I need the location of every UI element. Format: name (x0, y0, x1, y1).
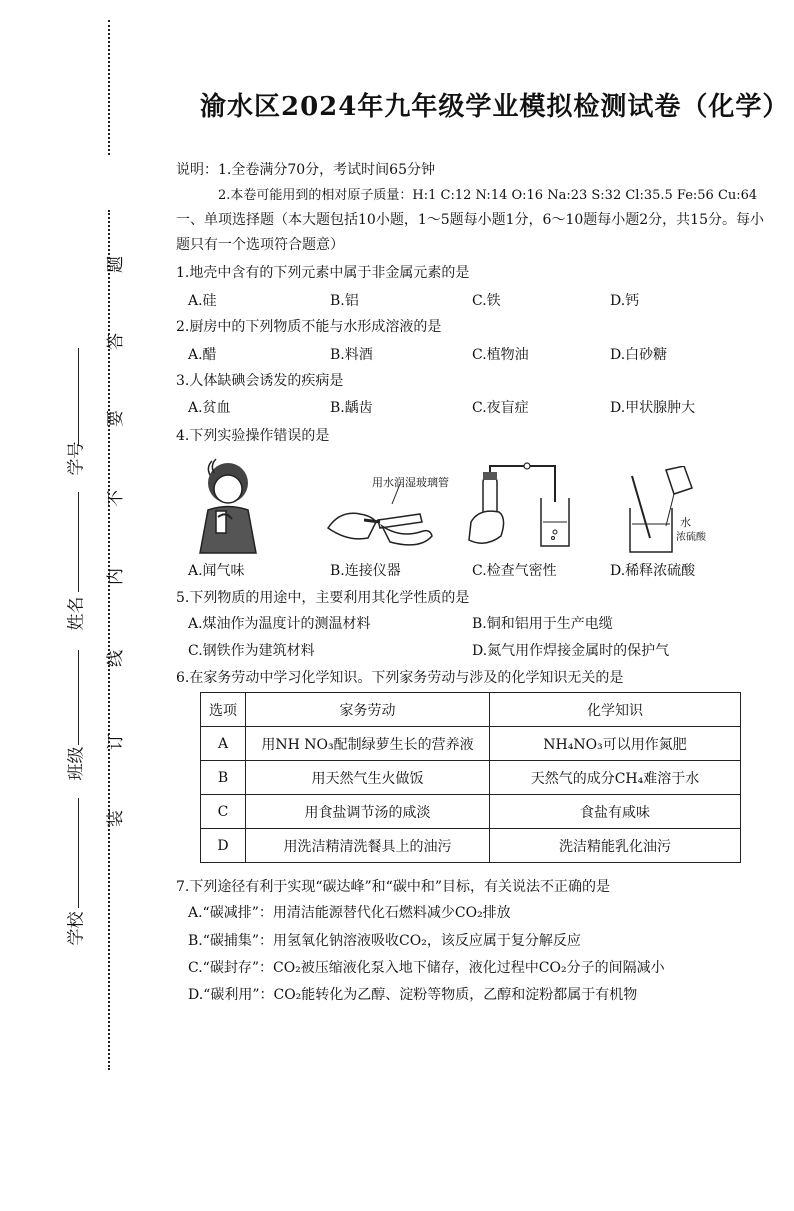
question-7-option-c[interactable]: C.“碳封存”：CO₂被压缩液化泵入地下储存，液化过程中CO₂分子的间隔减小 (188, 960, 665, 976)
table-cell: 洗洁精能乳化油污 (490, 829, 741, 863)
field-line-class[interactable] (78, 650, 79, 745)
table-cell: B (201, 761, 246, 795)
question-5-option-b[interactable]: B.铜和铝用于生产电缆 (472, 616, 613, 632)
figure-d-label-water: 水 (680, 516, 691, 529)
note-line-2: 2.本卷可能用到的相对原子质量：H:1 C:12 N:14 O:16 Na:23 S:32 Cl:35.5 Fe:56 Cu:64 (218, 188, 758, 203)
question-4-stem: 4.下列实验操作错误的是 (176, 428, 330, 444)
question-2-option-c[interactable]: C.植物油 (472, 347, 529, 363)
question-5-option-c[interactable]: C.钢铁作为建筑材料 (188, 643, 315, 659)
table-cell: 天然气的成分CH₄难溶于水 (490, 761, 741, 795)
question-1-option-b[interactable]: B.铝 (330, 293, 359, 309)
table-row[interactable] (201, 727, 741, 761)
seal-char: 订 (106, 733, 126, 750)
seal-char: 答 (106, 333, 126, 350)
seal-char: 装 (106, 810, 126, 827)
question-2-option-d[interactable]: D.白砂糖 (610, 347, 668, 363)
field-label-school: 学校 (66, 911, 87, 946)
question-1-option-d[interactable]: D.钙 (610, 293, 640, 309)
table-header-cell: 家务劳动 (246, 693, 490, 727)
question-1-option-c[interactable]: C.铁 (472, 293, 501, 309)
question-7-option-b[interactable]: B.“碳捕集”：用氢氧化钠溶液吸收CO₂，该反应属于复分解反应 (188, 933, 581, 949)
table-cell: 用NH NO₃配制绿萝生长的营养液 (246, 727, 490, 761)
question-3-option-c[interactable]: C.夜盲症 (472, 400, 529, 416)
table-cell: C (201, 795, 246, 829)
figure-b-label: 用水润湿玻璃管 (372, 476, 449, 489)
table-cell: 食盐有咸味 (490, 795, 741, 829)
question-6-stem: 6.在家务劳动中学习化学知识。下列家务劳动与涉及的化学知识无关的是 (176, 670, 624, 686)
field-line-name[interactable] (78, 492, 79, 592)
question-6-table (200, 692, 741, 863)
seal-char: 要 (106, 410, 126, 427)
question-4-option-d[interactable]: D.稀释浓硫酸 (610, 563, 696, 579)
question-3-stem: 3.人体缺碘会诱发的疾病是 (176, 373, 344, 389)
table-cell: 用洗洁精清洗餐具上的油污 (246, 829, 490, 863)
question-5-option-d[interactable]: D.氮气用作焊接金属时的保护气 (472, 643, 670, 659)
seal-char: 内 (106, 568, 126, 585)
field-label-student-id: 学号 (66, 441, 87, 476)
figure-smell-gas (188, 455, 278, 555)
question-4-option-b[interactable]: B.连接仪器 (330, 563, 401, 579)
table-row[interactable] (201, 795, 741, 829)
table-cell: D (201, 829, 246, 863)
question-1-option-a[interactable]: A.硅 (188, 293, 217, 309)
question-3-option-b[interactable]: B.龋齿 (330, 400, 373, 416)
table-cell: A (201, 727, 246, 761)
question-5-stem: 5.下列物质的用途中，主要利用其化学性质的是 (176, 590, 470, 606)
question-2-option-b[interactable]: B.料酒 (330, 347, 373, 363)
table-row[interactable] (201, 829, 741, 863)
section-heading: 一、单项选择题（本大题包括10小题，1～5题每小题1分，6～10题每小题2分，共15分。每小 (176, 212, 764, 228)
field-line-student-id[interactable] (78, 348, 79, 446)
figure-d-label-acid: 浓硫酸 (676, 532, 706, 543)
table-header-cell: 化学知识 (490, 693, 741, 727)
seal-char: 题 (106, 256, 126, 273)
figure-check-airtightness (465, 462, 575, 557)
binding-dotted-line (108, 20, 110, 155)
table-header-cell: 选项 (201, 693, 246, 727)
field-label-class: 班级 (66, 746, 87, 781)
section-heading-cont: 题只有一个选项符合题意） (176, 237, 344, 253)
table-row[interactable] (201, 761, 741, 795)
question-3-option-d[interactable]: D.甲状腺肿大 (610, 400, 696, 416)
field-line-school[interactable] (78, 798, 79, 908)
question-3-option-a[interactable]: A.贫血 (188, 400, 231, 416)
page-title: 渝水区2024年九年级学业模拟检测试卷（化学） (200, 92, 790, 122)
field-label-name: 姓名 (66, 596, 87, 631)
question-4-option-a[interactable]: A.闻气味 (188, 563, 245, 579)
table-header-row (201, 693, 741, 727)
question-5-option-a[interactable]: A.煤油作为温度计的测温材料 (188, 616, 371, 632)
question-2-option-a[interactable]: A.醋 (188, 347, 217, 363)
question-7-stem: 7.下列途径有利于实现“碳达峰”和“碳中和”目标，有关说法不正确的是 (176, 879, 610, 895)
table-cell: NH₄NO₃可以用作氮肥 (490, 727, 741, 761)
note-line-1: 说明：1.全卷满分70分，考试时间65分钟 (176, 162, 435, 178)
question-7-option-d[interactable]: D.“碳利用”：CO₂能转化为乙醇、淀粉等物质，乙醇和淀粉都属于有机物 (188, 987, 638, 1003)
question-2-stem: 2.厨房中的下列物质不能与水形成溶液的是 (176, 319, 442, 335)
table-cell: 用食盐调节汤的咸淡 (246, 795, 490, 829)
question-7-option-a[interactable]: A.“碳减排”：用清洁能源替代化石燃料减少CO₂排放 (188, 905, 511, 921)
seal-char: 不 (106, 490, 126, 507)
question-1-stem: 1.地壳中含有的下列元素中属于非金属元素的是 (176, 265, 470, 281)
question-4-option-c[interactable]: C.检查气密性 (472, 563, 557, 579)
table-cell: 用天然气生火做饭 (246, 761, 490, 795)
seal-char: 线 (106, 650, 126, 667)
